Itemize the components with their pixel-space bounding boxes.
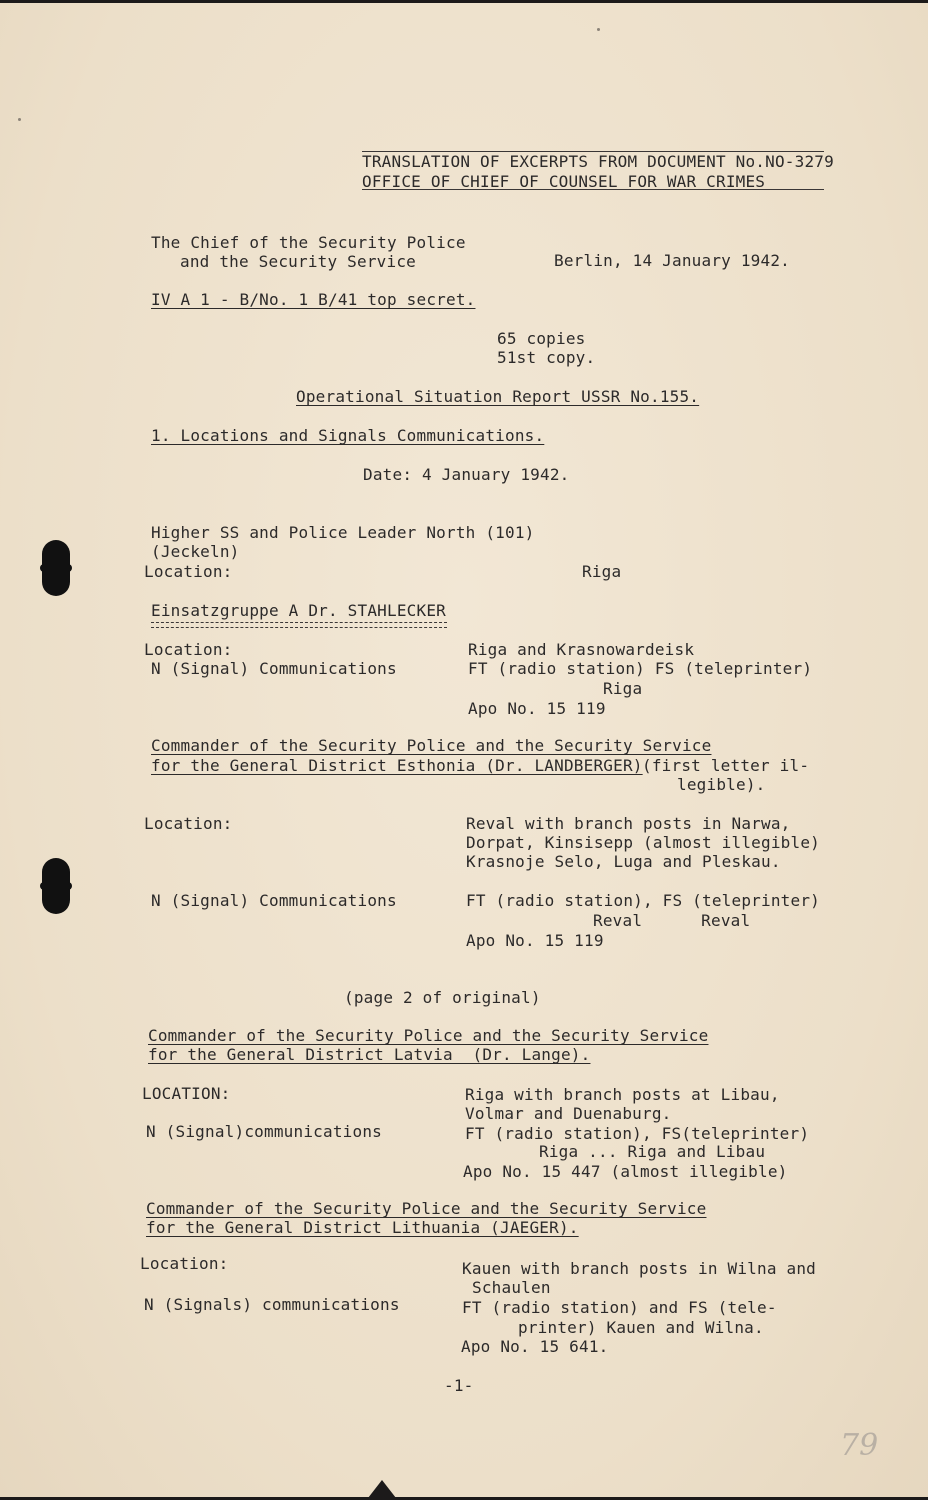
speck [18,118,21,121]
estonia-location-line-1: Reval with branch posts in Narwa, [466,814,791,833]
estonia-heading-note-2: legible). [677,775,766,794]
punch-hole-lower [42,858,70,914]
estonia-comm-line-2: Reval Reval [593,911,751,930]
einsatzgruppe-apo: Apo No. 15 119 [468,699,606,718]
stamped-page-number: 79 [840,1428,879,1463]
estonia-heading-line-1: Commander of the Security Police and the Security Service [151,736,712,755]
reference-number: IV A 1 - B/No. 1 B/41 top secret. [151,290,476,309]
einsatzgruppe-location-value: Riga and Krasnowardeisk [468,640,695,659]
einsatzgruppe-comm-label: N (Signal) Communications [151,659,397,678]
lithuania-location-line-2: Schaulen [472,1278,551,1297]
estonia-heading-note-1: (first letter il- [642,756,810,775]
latvia-location-line-2: Volmar and Duenaburg. [465,1104,672,1123]
report-title: Operational Situation Report USSR No.155. [296,387,700,406]
latvia-comm-label: N (Signal)communications [146,1122,382,1141]
higher-ss-location-label: Location: [144,562,233,581]
copies-count: 65 copies [497,329,586,348]
latvia-location-label: LOCATION: [142,1084,231,1103]
einsatzgruppe-rule-2 [151,627,447,628]
einsatzgruppe-comm-line-1: FT (radio station) FS (teleprinter) [468,659,813,678]
binder-tab [368,1480,396,1498]
sender-line-2: and the Security Service [180,252,416,271]
latvia-heading-line-1: Commander of the Security Police and the Security Service [148,1026,709,1045]
higher-ss-line-2: (Jeckeln) [151,542,240,561]
estonia-heading-line-2: for the General District Esthonia (Dr. LANDBERGER) [151,756,643,775]
lithuania-location-line-1: Kauen with branch posts in Wilna and [462,1259,816,1278]
estonia-comm-label: N (Signal) Communications [151,891,397,910]
higher-ss-location-value: Riga [582,562,622,581]
lithuania-apo: Apo No. 15 641. [461,1337,609,1356]
footer-page-number: -1- [444,1376,474,1395]
page-marker: (page 2 of original) [344,988,541,1007]
place-date: Berlin, 14 January 1942. [554,251,790,270]
sender-line-1: The Chief of the Security Police [151,233,466,252]
estonia-location-label: Location: [144,814,233,833]
lithuania-heading-line-1: Commander of the Security Police and the Security Service [146,1199,707,1218]
estonia-location-line-2: Dorpat, Kinsisepp (almost illegible) [466,833,820,852]
report-date: Date: 4 January 1942. [363,465,570,484]
copy-number: 51st copy. [497,348,596,367]
lithuania-comm-line-2: printer) Kauen and Wilna. [518,1318,764,1337]
estonia-location-line-3: Krasnoje Selo, Luga and Pleskau. [466,852,781,871]
punch-hole-upper [42,540,70,596]
estonia-comm-line-1: FT (radio station), FS (teleprinter) [466,891,820,910]
einsatzgruppe-comm-line-2: Riga [603,679,643,698]
header-bottom-rule [362,189,824,190]
header-office: OFFICE OF CHIEF OF COUNSEL FOR WAR CRIMES [362,172,766,191]
lithuania-comm-line-1: FT (radio station) and FS (tele- [462,1298,777,1317]
higher-ss-line-1: Higher SS and Police Leader North (101) [151,523,535,542]
einsatzgruppe-rule-1 [151,622,447,623]
latvia-location-line-1: Riga with branch posts at Libau, [465,1085,780,1104]
einsatzgruppe-location-label: Location: [144,640,233,659]
header-title: TRANSLATION OF EXCERPTS FROM DOCUMENT No.NO-3279 [362,152,834,171]
latvia-comm-line-2: Riga ... Riga and Libau [539,1142,766,1161]
einsatzgruppe-heading: Einsatzgruppe A Dr. STAHLECKER [151,601,446,620]
lithuania-heading-line-2: for the General District Lithuania (JAEGER). [146,1218,579,1237]
latvia-heading-line-2: for the General District Latvia (Dr. Lange). [148,1045,591,1064]
latvia-comm-line-1: FT (radio station), FS(teleprinter) [465,1124,810,1143]
top-edge [0,0,928,3]
estonia-apo: Apo No. 15 119 [466,931,604,950]
latvia-apo: Apo No. 15 447 (almost illegible) [463,1162,788,1181]
speck [597,28,600,31]
lithuania-location-label: Location: [140,1254,229,1273]
lithuania-comm-label: N (Signals) communications [144,1295,400,1314]
section-heading: 1. Locations and Signals Communications. [151,426,545,445]
